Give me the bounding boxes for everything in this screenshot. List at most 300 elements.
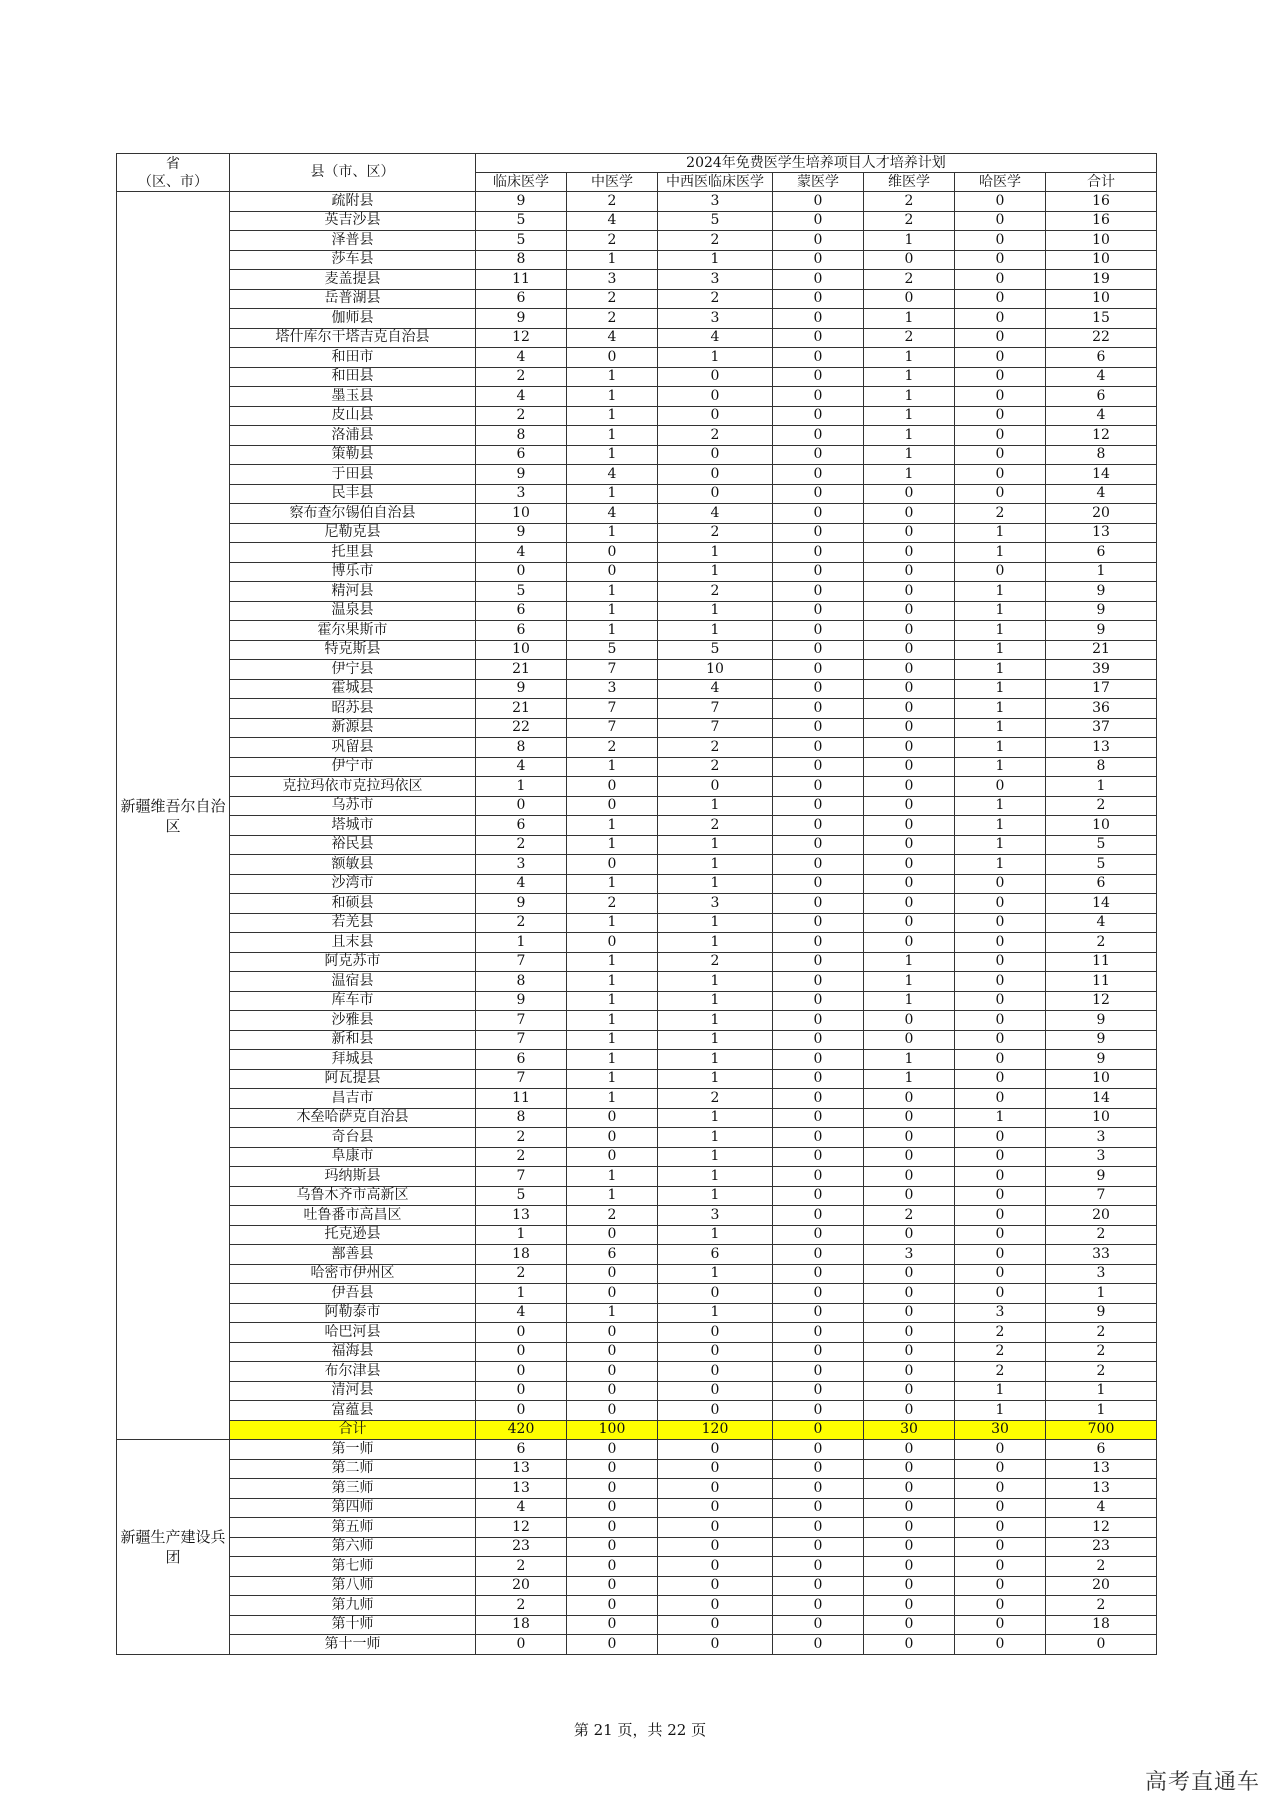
- value-cell: 2: [864, 270, 955, 290]
- total-value-cell: 30: [955, 1420, 1046, 1440]
- value-cell: 4: [476, 874, 567, 894]
- value-cell: 1: [567, 816, 658, 836]
- county-cell: 阜康市: [230, 1147, 476, 1167]
- value-cell: 0: [773, 504, 864, 524]
- value-cell: 4: [658, 328, 773, 348]
- value-cell: 21: [476, 699, 567, 719]
- value-cell: 1: [567, 406, 658, 426]
- value-cell: 2: [864, 211, 955, 231]
- value-cell: 9: [476, 465, 567, 485]
- value-cell: 0: [773, 1186, 864, 1206]
- value-cell: 0: [773, 582, 864, 602]
- value-cell: 0: [955, 1050, 1046, 1070]
- value-cell: 0: [773, 543, 864, 563]
- value-cell: 2: [1046, 1596, 1157, 1616]
- county-cell: 若羌县: [230, 913, 476, 933]
- value-cell: 0: [773, 484, 864, 504]
- table-row: [117, 1303, 1157, 1323]
- value-cell: 0: [955, 309, 1046, 329]
- value-cell: 1: [658, 1011, 773, 1031]
- value-cell: 1: [567, 1050, 658, 1070]
- table-row: [117, 1401, 1157, 1421]
- value-cell: 9: [1046, 601, 1157, 621]
- value-cell: 0: [773, 1381, 864, 1401]
- county-cell: 第八师: [230, 1576, 476, 1596]
- value-cell: 2: [476, 1128, 567, 1148]
- value-cell: 0: [864, 1440, 955, 1460]
- total-value-cell: 120: [658, 1420, 773, 1440]
- value-cell: 1: [658, 621, 773, 641]
- value-cell: 2: [476, 913, 567, 933]
- value-cell: 0: [567, 1108, 658, 1128]
- value-cell: 0: [864, 1381, 955, 1401]
- value-cell: 0: [864, 1323, 955, 1343]
- value-cell: 1: [658, 913, 773, 933]
- table-row: [117, 1147, 1157, 1167]
- county-cell: 和硕县: [230, 894, 476, 914]
- value-cell: 0: [864, 1596, 955, 1616]
- value-cell: 0: [864, 855, 955, 875]
- column-header: 合计: [1046, 173, 1157, 192]
- county-cell: 鄯善县: [230, 1245, 476, 1265]
- value-cell: 0: [864, 699, 955, 719]
- value-cell: 4: [1046, 484, 1157, 504]
- value-cell: 2: [658, 816, 773, 836]
- value-cell: 16: [1046, 211, 1157, 231]
- value-cell: 14: [1046, 465, 1157, 485]
- value-cell: 1: [864, 465, 955, 485]
- value-cell: 5: [1046, 835, 1157, 855]
- county-cell: 第五师: [230, 1518, 476, 1538]
- value-cell: 0: [476, 562, 567, 582]
- value-cell: 0: [773, 1518, 864, 1538]
- watermark-text: 高考直通车: [1144, 1770, 1260, 1795]
- county-cell: 第二师: [230, 1459, 476, 1479]
- value-cell: 0: [773, 1440, 864, 1460]
- value-cell: 3: [658, 894, 773, 914]
- total-value-cell: 100: [567, 1420, 658, 1440]
- value-cell: 1: [864, 387, 955, 407]
- value-cell: 23: [476, 1537, 567, 1557]
- table-row: [117, 640, 1157, 660]
- value-cell: 7: [476, 1069, 567, 1089]
- value-cell: 0: [773, 1596, 864, 1616]
- value-cell: 1: [955, 601, 1046, 621]
- value-cell: 0: [773, 718, 864, 738]
- province-header-label: 省 （区、市）: [138, 155, 208, 190]
- value-cell: 0: [955, 1440, 1046, 1460]
- value-cell: 1: [567, 1011, 658, 1031]
- value-cell: 0: [773, 231, 864, 251]
- value-cell: 16: [1046, 192, 1157, 212]
- value-cell: 1: [658, 1030, 773, 1050]
- value-cell: 1: [658, 1069, 773, 1089]
- region-cell: 新疆生产建设兵团: [117, 1440, 230, 1655]
- value-cell: 1: [476, 777, 567, 797]
- value-cell: 0: [864, 1615, 955, 1635]
- value-cell: 1: [955, 1401, 1046, 1421]
- value-cell: 1: [955, 523, 1046, 543]
- plan-table: [116, 153, 1157, 1655]
- total-value-cell: 700: [1046, 1420, 1157, 1440]
- value-cell: 12: [1046, 426, 1157, 446]
- value-cell: 3: [476, 484, 567, 504]
- county-cell: 洛浦县: [230, 426, 476, 446]
- value-cell: 0: [955, 1576, 1046, 1596]
- value-cell: 1: [955, 718, 1046, 738]
- value-cell: 0: [864, 1342, 955, 1362]
- value-cell: 0: [567, 1381, 658, 1401]
- value-cell: 0: [955, 465, 1046, 485]
- county-cell: 皮山县: [230, 406, 476, 426]
- value-cell: 0: [955, 1069, 1046, 1089]
- county-cell: 泽普县: [230, 231, 476, 251]
- value-cell: 0: [955, 1030, 1046, 1050]
- value-cell: 0: [864, 933, 955, 953]
- value-cell: 0: [567, 1284, 658, 1304]
- value-cell: 0: [864, 1459, 955, 1479]
- value-cell: 2: [476, 367, 567, 387]
- value-cell: 10: [1046, 231, 1157, 251]
- county-cell: 第九师: [230, 1596, 476, 1616]
- value-cell: 0: [658, 1362, 773, 1382]
- value-cell: 0: [773, 601, 864, 621]
- county-cell: 沙雅县: [230, 1011, 476, 1031]
- value-cell: 39: [1046, 660, 1157, 680]
- table-row: [117, 913, 1157, 933]
- value-cell: 7: [476, 952, 567, 972]
- county-cell: 乌鲁木齐市高新区: [230, 1186, 476, 1206]
- value-cell: 2: [658, 289, 773, 309]
- value-cell: 1: [864, 406, 955, 426]
- value-cell: 1: [658, 1108, 773, 1128]
- value-cell: 0: [567, 562, 658, 582]
- value-cell: 12: [476, 1518, 567, 1538]
- county-cell: 特克斯县: [230, 640, 476, 660]
- value-cell: 4: [476, 1303, 567, 1323]
- value-cell: 1: [955, 738, 1046, 758]
- table-row: [117, 1459, 1157, 1479]
- value-cell: 11: [476, 270, 567, 290]
- county-cell: 霍城县: [230, 679, 476, 699]
- table-body: [117, 192, 1157, 1655]
- value-cell: 0: [864, 757, 955, 777]
- value-cell: 4: [567, 328, 658, 348]
- value-cell: 1: [955, 699, 1046, 719]
- value-cell: 20: [1046, 504, 1157, 524]
- value-cell: 33: [1046, 1245, 1157, 1265]
- county-cell: 额敏县: [230, 855, 476, 875]
- value-cell: 0: [476, 1381, 567, 1401]
- table-row: [117, 445, 1157, 465]
- value-cell: 1: [567, 835, 658, 855]
- table-row: [117, 1537, 1157, 1557]
- county-cell: 吐鲁番市高昌区: [230, 1206, 476, 1226]
- value-cell: 0: [658, 1342, 773, 1362]
- value-cell: 0: [773, 1479, 864, 1499]
- value-cell: 0: [955, 777, 1046, 797]
- table-row: [117, 1167, 1157, 1187]
- value-cell: 0: [658, 1284, 773, 1304]
- value-cell: 0: [955, 1498, 1046, 1518]
- value-cell: 4: [1046, 406, 1157, 426]
- value-cell: 0: [773, 952, 864, 972]
- value-cell: 0: [658, 1479, 773, 1499]
- table-row: [117, 757, 1157, 777]
- county-cell: 克拉玛依市克拉玛依区: [230, 777, 476, 797]
- value-cell: 15: [1046, 309, 1157, 329]
- county-cell: 温泉县: [230, 601, 476, 621]
- value-cell: 1: [658, 855, 773, 875]
- value-cell: 0: [955, 1128, 1046, 1148]
- value-cell: 1: [955, 582, 1046, 602]
- value-cell: 1: [567, 1186, 658, 1206]
- value-cell: 8: [476, 250, 567, 270]
- table-row: [117, 1128, 1157, 1148]
- value-cell: 0: [773, 289, 864, 309]
- county-cell: 第一师: [230, 1440, 476, 1460]
- value-cell: 2: [658, 952, 773, 972]
- value-cell: 0: [955, 1459, 1046, 1479]
- value-cell: 9: [1046, 1303, 1157, 1323]
- value-cell: 0: [955, 1635, 1046, 1655]
- value-cell: 10: [1046, 289, 1157, 309]
- value-cell: 2: [567, 1206, 658, 1226]
- value-cell: 23: [1046, 1537, 1157, 1557]
- value-cell: 1: [476, 1284, 567, 1304]
- table-row: [117, 1206, 1157, 1226]
- table-row: [117, 621, 1157, 641]
- value-cell: 0: [658, 1498, 773, 1518]
- value-cell: 0: [773, 835, 864, 855]
- table-row: [117, 1518, 1157, 1538]
- value-cell: 3: [567, 679, 658, 699]
- table-row: [117, 796, 1157, 816]
- value-cell: 0: [658, 777, 773, 797]
- value-cell: 4: [1046, 913, 1157, 933]
- value-cell: 1: [864, 367, 955, 387]
- county-cell: 库车市: [230, 991, 476, 1011]
- value-cell: 1: [658, 1147, 773, 1167]
- value-cell: 8: [1046, 445, 1157, 465]
- value-cell: 11: [1046, 972, 1157, 992]
- table-row: [117, 1498, 1157, 1518]
- value-cell: 10: [1046, 816, 1157, 836]
- value-cell: 1: [1046, 777, 1157, 797]
- value-cell: 1: [658, 348, 773, 368]
- county-cell: 第六师: [230, 1537, 476, 1557]
- value-cell: 1: [658, 796, 773, 816]
- value-cell: 0: [773, 894, 864, 914]
- value-cell: 10: [1046, 1069, 1157, 1089]
- table-row: [117, 250, 1157, 270]
- county-cell: 昌吉市: [230, 1089, 476, 1109]
- value-cell: 0: [658, 1576, 773, 1596]
- value-cell: 1: [864, 972, 955, 992]
- value-cell: 2: [476, 835, 567, 855]
- value-cell: 1: [567, 972, 658, 992]
- value-cell: 0: [773, 1108, 864, 1128]
- value-cell: 0: [773, 465, 864, 485]
- county-cell: 麦盖提县: [230, 270, 476, 290]
- value-cell: 0: [864, 1537, 955, 1557]
- value-cell: 0: [955, 1225, 1046, 1245]
- county-cell: 伊吾县: [230, 1284, 476, 1304]
- value-cell: 2: [658, 582, 773, 602]
- value-cell: 0: [864, 484, 955, 504]
- value-cell: 0: [567, 1537, 658, 1557]
- value-cell: 0: [955, 231, 1046, 251]
- value-cell: 0: [864, 582, 955, 602]
- value-cell: 2: [658, 757, 773, 777]
- value-cell: 8: [476, 1108, 567, 1128]
- value-cell: 0: [864, 835, 955, 855]
- table-row: [117, 484, 1157, 504]
- value-cell: 37: [1046, 718, 1157, 738]
- value-cell: 0: [658, 367, 773, 387]
- value-cell: 0: [955, 250, 1046, 270]
- county-cell: 阿勒泰市: [230, 1303, 476, 1323]
- value-cell: 3: [567, 270, 658, 290]
- value-cell: 0: [955, 484, 1046, 504]
- county-cell: 温宿县: [230, 972, 476, 992]
- value-cell: 0: [864, 718, 955, 738]
- value-cell: 0: [955, 445, 1046, 465]
- value-cell: 6: [476, 1050, 567, 1070]
- value-cell: 0: [864, 816, 955, 836]
- value-cell: 0: [658, 1323, 773, 1343]
- table-row: [117, 1576, 1157, 1596]
- value-cell: 2: [476, 1264, 567, 1284]
- value-cell: 0: [864, 523, 955, 543]
- value-cell: 1: [1046, 562, 1157, 582]
- table-row: [117, 1635, 1157, 1655]
- value-cell: 22: [1046, 328, 1157, 348]
- table-row: [117, 582, 1157, 602]
- value-cell: 7: [567, 699, 658, 719]
- value-cell: 9: [476, 679, 567, 699]
- value-cell: 1: [955, 1381, 1046, 1401]
- value-cell: 0: [864, 796, 955, 816]
- value-cell: 0: [955, 1011, 1046, 1031]
- value-cell: 0: [864, 1167, 955, 1187]
- value-cell: 6: [1046, 543, 1157, 563]
- table-row: [117, 504, 1157, 524]
- value-cell: 0: [864, 1557, 955, 1577]
- value-cell: 10: [1046, 250, 1157, 270]
- table-row: [117, 1108, 1157, 1128]
- value-cell: 5: [476, 582, 567, 602]
- table-row: [117, 1440, 1157, 1460]
- value-cell: 0: [773, 1498, 864, 1518]
- value-cell: 0: [773, 738, 864, 758]
- value-cell: 10: [1046, 1108, 1157, 1128]
- county-cell: 伊宁市: [230, 757, 476, 777]
- value-cell: 2: [1046, 796, 1157, 816]
- value-cell: 12: [476, 328, 567, 348]
- value-cell: 4: [476, 1498, 567, 1518]
- value-cell: 0: [567, 1401, 658, 1421]
- value-cell: 0: [773, 1323, 864, 1343]
- value-cell: 0: [773, 991, 864, 1011]
- value-cell: 0: [955, 1089, 1046, 1109]
- value-cell: 1: [658, 874, 773, 894]
- value-cell: 8: [476, 738, 567, 758]
- value-cell: 6: [1046, 1440, 1157, 1460]
- table-row: [117, 601, 1157, 621]
- value-cell: 9: [476, 523, 567, 543]
- county-cell: 尼勒克县: [230, 523, 476, 543]
- value-cell: 18: [476, 1245, 567, 1265]
- value-cell: 0: [773, 348, 864, 368]
- value-cell: 9: [476, 192, 567, 212]
- value-cell: 0: [658, 1596, 773, 1616]
- table-row: [117, 1381, 1157, 1401]
- county-cell: 玛纳斯县: [230, 1167, 476, 1187]
- value-cell: 0: [658, 1518, 773, 1538]
- county-cell: 昭苏县: [230, 699, 476, 719]
- value-cell: 0: [658, 406, 773, 426]
- value-cell: 0: [864, 1401, 955, 1421]
- value-cell: 0: [773, 1089, 864, 1109]
- value-cell: 5: [476, 1186, 567, 1206]
- value-cell: 9: [1046, 1050, 1157, 1070]
- value-cell: 0: [476, 1362, 567, 1382]
- value-cell: 1: [955, 757, 1046, 777]
- table-row: [117, 1557, 1157, 1577]
- county-cell: 第三师: [230, 1479, 476, 1499]
- value-cell: 0: [658, 445, 773, 465]
- table-row: [117, 309, 1157, 329]
- value-cell: 0: [864, 640, 955, 660]
- column-header: 临床医学: [476, 173, 567, 192]
- value-cell: 0: [773, 328, 864, 348]
- table-row: [117, 426, 1157, 446]
- value-cell: 0: [773, 796, 864, 816]
- value-cell: 2: [1046, 933, 1157, 953]
- value-cell: 2: [955, 1342, 1046, 1362]
- value-cell: 0: [567, 543, 658, 563]
- value-cell: 9: [1046, 1011, 1157, 1031]
- table-row: [117, 679, 1157, 699]
- value-cell: 0: [773, 1050, 864, 1070]
- value-cell: 1: [658, 1225, 773, 1245]
- value-cell: 0: [773, 816, 864, 836]
- county-cell: 富蕴县: [230, 1401, 476, 1421]
- value-cell: 0: [567, 1459, 658, 1479]
- value-cell: 2: [658, 1089, 773, 1109]
- table-row: [117, 328, 1157, 348]
- county-cell: 阿克苏市: [230, 952, 476, 972]
- table-row: [117, 192, 1157, 212]
- value-cell: 0: [864, 543, 955, 563]
- value-cell: 7: [476, 1011, 567, 1031]
- value-cell: 13: [476, 1479, 567, 1499]
- value-cell: 1: [567, 601, 658, 621]
- value-cell: 1: [955, 679, 1046, 699]
- table-row: [117, 562, 1157, 582]
- value-cell: 1: [658, 1303, 773, 1323]
- county-cell: 巩留县: [230, 738, 476, 758]
- county-cell: 塔什库尔干塔吉克自治县: [230, 328, 476, 348]
- value-cell: 3: [955, 1303, 1046, 1323]
- value-cell: 0: [864, 1225, 955, 1245]
- county-cell: 疏附县: [230, 192, 476, 212]
- table-row: [117, 874, 1157, 894]
- value-cell: 13: [476, 1459, 567, 1479]
- value-cell: 0: [955, 1186, 1046, 1206]
- value-cell: 4: [658, 504, 773, 524]
